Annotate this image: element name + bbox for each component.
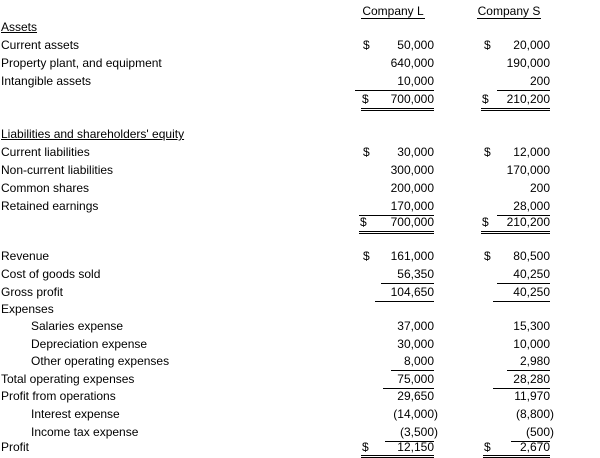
value-l: 170,000 <box>390 199 434 213</box>
value-s: 190,000 <box>506 56 550 70</box>
liabilities-heading: Liabilities and shareholders' equity <box>1 127 185 141</box>
value-l: 640,000 <box>390 56 434 70</box>
row-current-assets <box>0 36 600 54</box>
label-retained-earnings: Retained earnings <box>1 199 99 213</box>
value-s: 15,300 <box>513 319 550 333</box>
value-l: 30,000 <box>397 145 434 159</box>
value-l: (14,000) <box>393 407 438 421</box>
total-s: 210,200 <box>506 92 550 106</box>
dollar-sign: $ <box>363 145 370 159</box>
label-tax: Income tax expense <box>31 425 139 439</box>
row-interest <box>0 405 600 423</box>
row-liabilities-total <box>0 213 600 231</box>
value-s: 200 <box>529 181 550 195</box>
value-s: 2,980 <box>519 354 550 368</box>
row-salaries <box>0 317 600 335</box>
dollar-sign: $ <box>484 249 491 263</box>
value-s: 80,500 <box>513 249 550 263</box>
label-current-liabilities: Current liabilities <box>1 145 90 159</box>
row-gross-profit <box>0 283 600 301</box>
total-l: 700,000 <box>390 215 434 229</box>
row-current-liabilities <box>0 143 600 161</box>
row-common-shares <box>0 179 600 197</box>
label-other-opex: Other operating expenses <box>31 354 170 368</box>
row-profit <box>0 438 600 456</box>
liabilities-heading-row <box>0 125 600 143</box>
label-cogs: Cost of goods sold <box>1 267 101 281</box>
dollar-sign: $ <box>362 440 369 454</box>
value-s: 200 <box>529 74 550 88</box>
value-s: 40,250 <box>513 267 550 281</box>
label-gross-profit: Gross profit <box>1 285 64 299</box>
value-l: 37,000 <box>397 319 434 333</box>
value-l: 161,000 <box>390 249 434 263</box>
assets-heading: Assets <box>1 20 38 34</box>
dollar-sign: $ <box>362 92 369 106</box>
row-ppe <box>0 54 600 72</box>
value-s: 40,250 <box>513 285 550 299</box>
value-s: (8,800) <box>515 407 554 421</box>
value-l: 29,650 <box>397 389 434 403</box>
label-revenue: Revenue <box>1 249 50 263</box>
label-interest: Interest expense <box>31 407 120 421</box>
dollar-sign: $ <box>484 38 491 52</box>
total-l: 700,000 <box>390 92 434 106</box>
value-l: (3,500) <box>399 425 438 439</box>
value-s: (500) <box>525 425 554 439</box>
header-company-l: Company L <box>362 4 424 18</box>
row-profit-ops <box>0 387 600 405</box>
label-common-shares: Common shares <box>1 181 90 195</box>
value-s: 170,000 <box>506 163 550 177</box>
value-s: 2,670 <box>519 440 550 454</box>
dollar-sign: $ <box>482 215 489 229</box>
total-s: 210,200 <box>506 215 550 229</box>
label-expenses: Expenses <box>1 302 54 316</box>
label-ppe: Property plant, and equipment <box>1 56 162 70</box>
dollar-sign: $ <box>482 92 489 106</box>
value-l: 104,650 <box>390 285 434 299</box>
value-l: 30,000 <box>397 337 434 351</box>
row-depreciation <box>0 335 600 353</box>
row-revenue <box>0 247 600 265</box>
value-s: 11,970 <box>514 389 550 403</box>
row-other-opex <box>0 352 600 370</box>
row-noncurrent-liabilities <box>0 161 600 179</box>
label-total-opex: Total operating expenses <box>1 372 135 386</box>
label-current-assets: Current assets <box>1 38 80 52</box>
assets-heading-row <box>0 18 600 36</box>
row-cogs <box>0 265 600 283</box>
dollar-sign: $ <box>484 145 491 159</box>
value-l: 200,000 <box>390 181 434 195</box>
dollar-sign: $ <box>363 38 370 52</box>
value-l: 75,000 <box>397 372 434 386</box>
value-l: 10,000 <box>397 74 434 88</box>
value-l: 12,150 <box>397 440 434 454</box>
dollar-sign: $ <box>484 440 491 454</box>
value-l: 8,000 <box>403 354 434 368</box>
value-l: 56,350 <box>397 267 434 281</box>
value-s: 20,000 <box>513 38 550 52</box>
label-salaries: Salaries expense <box>31 319 124 333</box>
label-depreciation: Depreciation expense <box>31 337 148 351</box>
label-noncurrent-liabilities: Non-current liabilities <box>1 163 114 177</box>
label-profit-ops: Profit from operations <box>1 389 116 403</box>
value-s: 10,000 <box>513 337 550 351</box>
dollar-sign: $ <box>360 215 367 229</box>
row-assets-total <box>0 90 600 108</box>
value-s: 12,000 <box>513 145 550 159</box>
value-s: 28,000 <box>513 199 550 213</box>
value-s: 28,280 <box>513 372 550 386</box>
row-intangible <box>0 72 600 90</box>
value-l: 50,000 <box>397 38 434 52</box>
value-l: 300,000 <box>390 163 434 177</box>
dollar-sign: $ <box>363 249 370 263</box>
row-expenses-heading <box>0 300 600 318</box>
label-intangible: Intangible assets <box>1 74 92 88</box>
label-profit: Profit <box>1 440 30 454</box>
row-total-opex <box>0 370 600 388</box>
header-company-s: Company S <box>477 4 541 18</box>
